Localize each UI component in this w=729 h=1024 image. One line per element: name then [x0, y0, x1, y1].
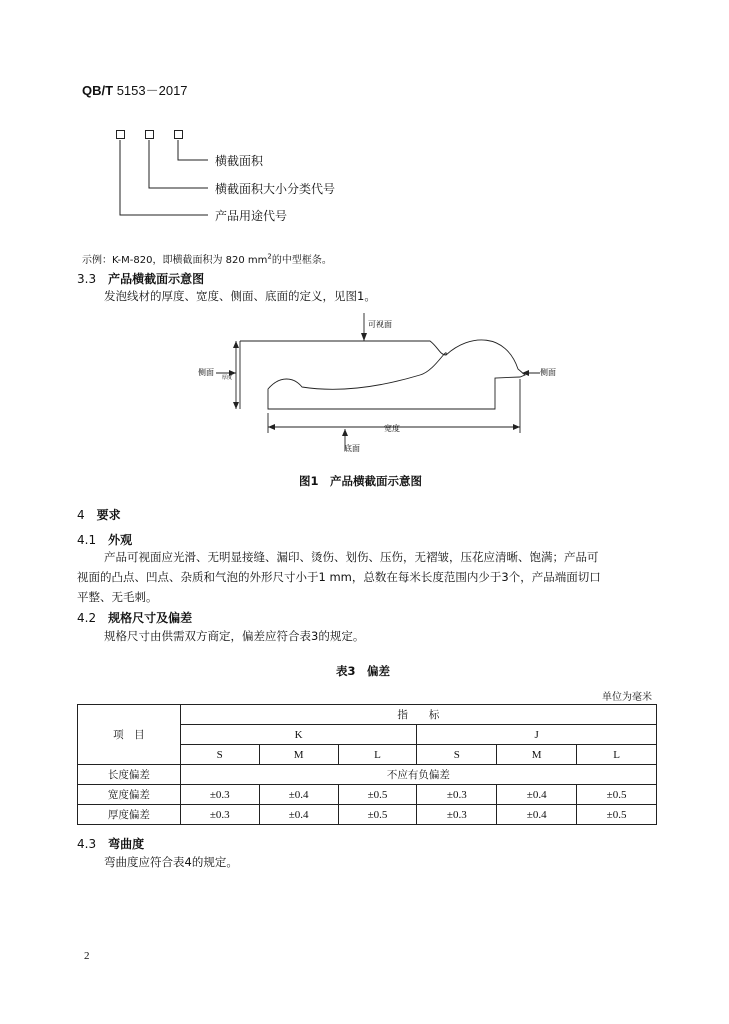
section-4-1-line-2: 视面的凸点、凹点、杂质和气泡的外形尺寸小于1 mm，总数在每米长度范围内少于3个，产品端面切口 [77, 570, 601, 584]
section-3-3-text: 发泡线材的厚度、宽度、侧面、底面的定义，见图1。 [104, 289, 376, 303]
table-size-header: L [338, 745, 417, 765]
table-row-width [78, 785, 657, 805]
label-thickness: 厚度 [222, 375, 233, 381]
section-4-heading: 4 要求 [77, 508, 121, 522]
section-4-2-heading: 4.2 规格尺寸及偏差 [77, 611, 193, 625]
table-cell: ±0.5 [577, 805, 657, 825]
standard-code-header [82, 80, 188, 99]
table-cell: ±0.5 [577, 785, 657, 805]
table-index-header: 指 标 [180, 705, 656, 725]
table-row-label: 厚度偏差 [78, 805, 181, 825]
table-size-header: S [417, 745, 497, 765]
table-row-label: 长度偏差 [78, 765, 181, 785]
table-item-header: 项 目 [78, 705, 181, 765]
label-side-left: 侧面 [198, 368, 214, 377]
table-size-header: M [497, 745, 577, 765]
table-cell: ±0.5 [338, 785, 417, 805]
table-cell: ±0.4 [259, 785, 338, 805]
table-cell: ±0.3 [417, 805, 497, 825]
label-visible-face: 可视面 [368, 320, 392, 329]
table-3-unit: 单位为毫米 [602, 692, 652, 703]
code-label-size-class: 横截面积大小分类代号 [215, 182, 336, 196]
table-cell: ±0.4 [497, 805, 577, 825]
section-4-1-heading: 4.1 外观 [77, 533, 133, 547]
table-cell: ±0.3 [417, 785, 497, 805]
table-cell: ±0.3 [180, 805, 259, 825]
code-leader-lines [110, 138, 220, 228]
section-4-3-text: 弯曲度应符合表4的规定。 [104, 855, 238, 869]
table-3 [77, 704, 657, 825]
code-label-usage: 产品用途代号 [215, 209, 288, 223]
table-row-length [78, 765, 657, 785]
table-group-j: J [417, 725, 657, 745]
table-size-header: M [259, 745, 338, 765]
table-3-caption: 表3 偏差 [336, 664, 391, 678]
table-header-row-1 [78, 705, 657, 725]
standard-prefix: QB/T [82, 83, 114, 98]
label-bottom-face: 底面 [344, 444, 360, 453]
table-cell: ±0.4 [497, 785, 577, 805]
table-row-label: 宽度偏差 [78, 785, 181, 805]
table-cell: ±0.4 [259, 805, 338, 825]
table-cell-merged: 不应有负偏差 [180, 765, 656, 785]
superscript-2: 2 [267, 252, 272, 261]
figure-1-cross-section [190, 305, 570, 455]
section-3-3-heading: 3.3 产品横截面示意图 [77, 272, 205, 286]
code-example: 示例：K-M-820，即横截面积为 820 $mm^2$的中型框条。 [82, 252, 332, 266]
code-label-area: 横截面积 [215, 154, 264, 168]
section-4-3-heading: 4.3 弯曲度 [77, 837, 145, 851]
table-cell: ±0.3 [180, 785, 259, 805]
section-4-2-text: 规格尺寸由供需双方商定，偏差应符合表3的规定。 [104, 629, 365, 643]
label-width: 宽度 [384, 424, 400, 433]
figure-1-caption: 图1 产品横截面示意图 [299, 474, 423, 488]
table-size-header: S [180, 745, 259, 765]
section-4-1-line-3: 平整、无毛刺。 [77, 590, 158, 604]
section-4-1-line-1: 产品可视面应光滑、无明显接缝、漏印、烫伤、划伤、压伤，无褶皱，压花应清晰、饱满；产品可 [104, 550, 599, 564]
label-side-right: 侧面 [540, 368, 556, 377]
table-cell: ±0.5 [338, 805, 417, 825]
page-number: 2 [84, 950, 90, 962]
standard-number: 5153－2017 [116, 83, 188, 98]
table-group-k: K [180, 725, 417, 745]
table-row-thickness [78, 805, 657, 825]
table-size-header: L [577, 745, 657, 765]
